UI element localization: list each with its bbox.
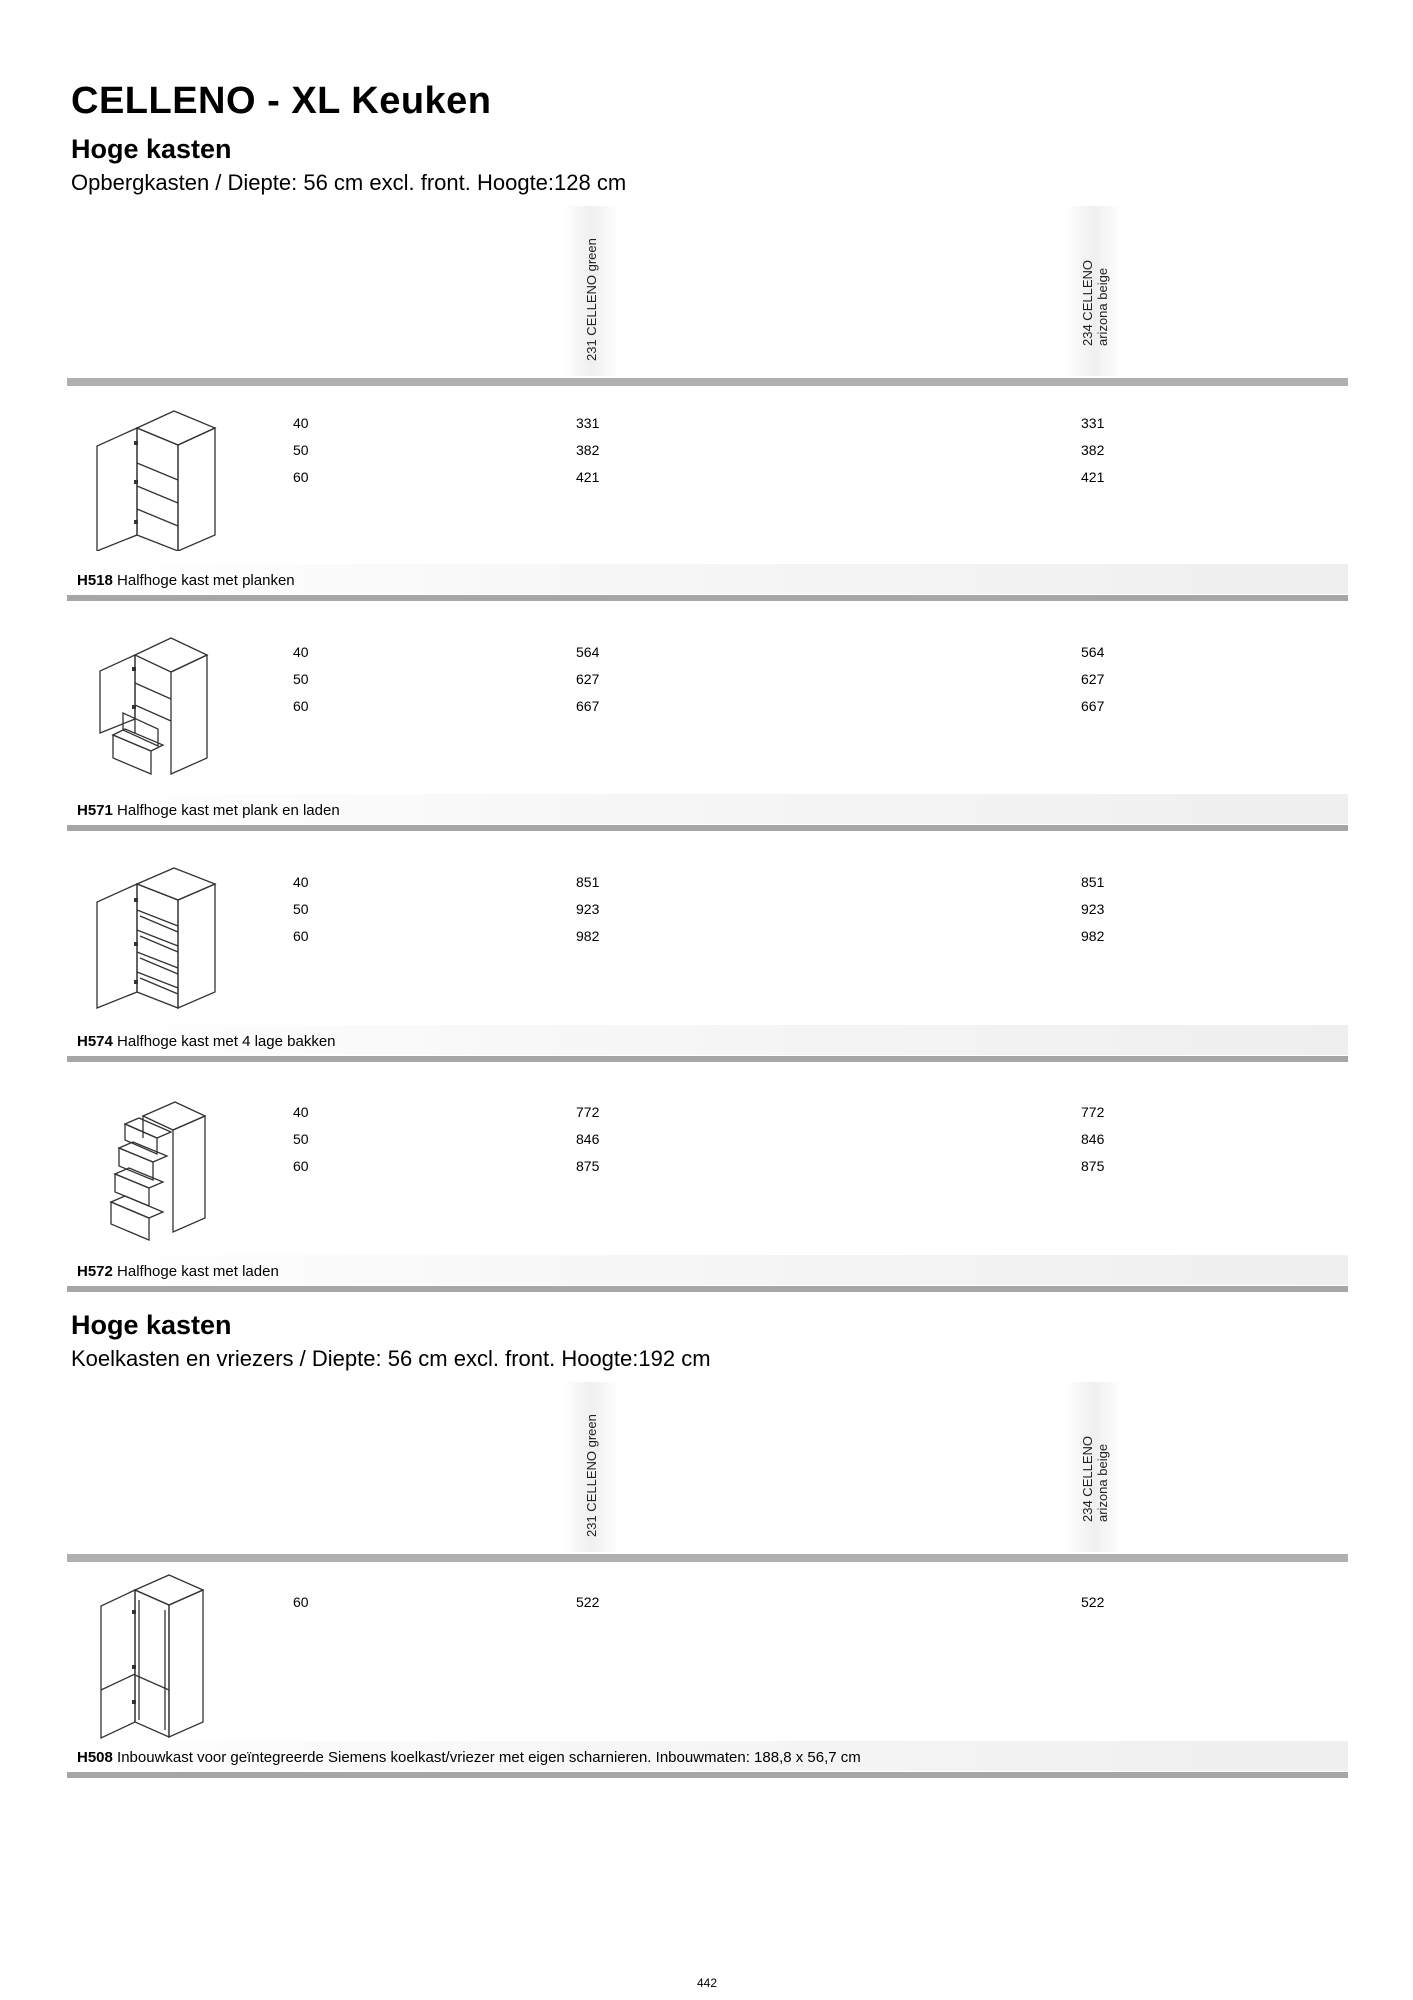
cabinet-shelves-icon: [92, 406, 222, 551]
column-header-label: 231 CELLENO green: [584, 1414, 599, 1537]
column-header-beige: [1066, 1382, 1122, 1552]
section-title: Hoge kasten: [71, 134, 232, 164]
price-value: 382: [576, 442, 600, 458]
item-description: Halfhoge kast met planken: [117, 572, 295, 589]
item-code: H508: [77, 1749, 113, 1766]
item-description: Inbouwkast voor geïntegreerde Siemens koelkast/vriezer met eigen scharnieren. Inbouwmaten: 188,8 x 56,7 cm: [117, 1749, 861, 1766]
item-divider: [67, 595, 1348, 601]
price-value: 982: [1081, 928, 1105, 944]
width-column: [293, 639, 309, 720]
column-header-green: [563, 1382, 619, 1552]
price-value: 851: [576, 874, 600, 890]
item-label: [77, 1263, 279, 1280]
price-column-beige: [1081, 639, 1104, 720]
width-value: 40: [293, 415, 309, 431]
width-value: 60: [293, 1158, 309, 1174]
item-divider: [67, 1286, 1348, 1292]
price-value: 627: [1081, 671, 1105, 687]
width-column: [293, 869, 309, 950]
price-value: 382: [1081, 442, 1105, 458]
item-label-row: [67, 1025, 1348, 1055]
column-header-label: 231 CELLENO green: [584, 238, 599, 361]
item-label: [77, 1749, 861, 1766]
price-column-green: [576, 1589, 599, 1616]
section-subtitle: Koelkasten en vriezers / Diepte: 56 cm excl. front. Hoogte:192 cm: [71, 1346, 711, 1371]
cabinet-shelf-drawers-icon: [95, 633, 225, 778]
width-value: 60: [293, 698, 309, 714]
price-value: 331: [1081, 415, 1105, 431]
header-divider: [67, 378, 1348, 386]
price-value: 846: [1081, 1131, 1105, 1147]
column-header-label: 234 CELLENO arizona beige: [1080, 1436, 1110, 1522]
item-code: H518: [77, 572, 113, 589]
price-column-beige: [1081, 410, 1104, 491]
price-value: 982: [576, 928, 600, 944]
price-value: 772: [1081, 1104, 1105, 1120]
width-value: 50: [293, 442, 309, 458]
width-value: 50: [293, 901, 309, 917]
cabinet-trays-icon: [92, 864, 222, 1009]
section-subtitle: Opbergkasten / Diepte: 56 cm excl. front. Hoogte:128 cm: [71, 170, 627, 195]
price-column-green: [576, 1099, 599, 1180]
page-number: 442: [697, 1976, 718, 1990]
item-label: [77, 1033, 336, 1050]
column-header-beige: [1066, 206, 1122, 376]
width-value: 50: [293, 671, 309, 687]
header-divider: [67, 1554, 1348, 1562]
price-value: 772: [576, 1104, 600, 1120]
price-value: 923: [1081, 901, 1105, 917]
item-divider: [67, 1056, 1348, 1062]
column-header-green: [563, 206, 619, 376]
item-code: H571: [77, 802, 113, 819]
page-title: CELLENO - XL Keuken: [71, 80, 492, 122]
width-value: 60: [293, 1594, 309, 1610]
price-value: 522: [576, 1594, 600, 1610]
price-column-green: [576, 639, 599, 720]
price-value: 875: [576, 1158, 600, 1174]
price-value: 522: [1081, 1594, 1105, 1610]
price-value: 851: [1081, 874, 1105, 890]
item-label: [77, 572, 295, 589]
item-divider: [67, 1772, 1348, 1778]
price-value: 421: [576, 469, 600, 485]
column-header-label: 234 CELLENO arizona beige: [1080, 260, 1110, 346]
item-description: Halfhoge kast met 4 lage bakken: [117, 1033, 336, 1050]
fridge-cabinet-icon: [95, 1570, 215, 1740]
width-value: 60: [293, 928, 309, 944]
price-column-beige: [1081, 1099, 1104, 1180]
price-value: 421: [1081, 469, 1105, 485]
width-column: [293, 1099, 309, 1180]
width-value: 60: [293, 469, 309, 485]
item-code: H572: [77, 1263, 113, 1280]
item-description: Halfhoge kast met plank en laden: [117, 802, 340, 819]
width-column: [293, 410, 309, 491]
item-code: H574: [77, 1033, 113, 1050]
width-column: [293, 1589, 309, 1616]
width-value: 40: [293, 1104, 309, 1120]
price-column-green: [576, 410, 599, 491]
price-column-green: [576, 869, 599, 950]
item-label-row: [67, 1255, 1348, 1285]
width-value: 40: [293, 874, 309, 890]
price-value: 667: [1081, 698, 1105, 714]
item-label-row: [67, 564, 1348, 594]
price-value: 846: [576, 1131, 600, 1147]
price-value: 667: [576, 698, 600, 714]
item-label-row: [67, 1741, 1348, 1771]
cabinet-drawers-icon: [105, 1098, 215, 1243]
price-value: 564: [576, 644, 600, 660]
width-value: 50: [293, 1131, 309, 1147]
item-divider: [67, 825, 1348, 831]
price-value: 627: [576, 671, 600, 687]
section-title: Hoge kasten: [71, 1310, 232, 1340]
price-value: 564: [1081, 644, 1105, 660]
item-description: Halfhoge kast met laden: [117, 1263, 279, 1280]
width-value: 40: [293, 644, 309, 660]
price-column-beige: [1081, 869, 1104, 950]
price-value: 875: [1081, 1158, 1105, 1174]
price-value: 331: [576, 415, 600, 431]
price-value: 923: [576, 901, 600, 917]
price-column-beige: [1081, 1589, 1104, 1616]
item-label-row: [67, 794, 1348, 824]
item-label: [77, 802, 340, 819]
